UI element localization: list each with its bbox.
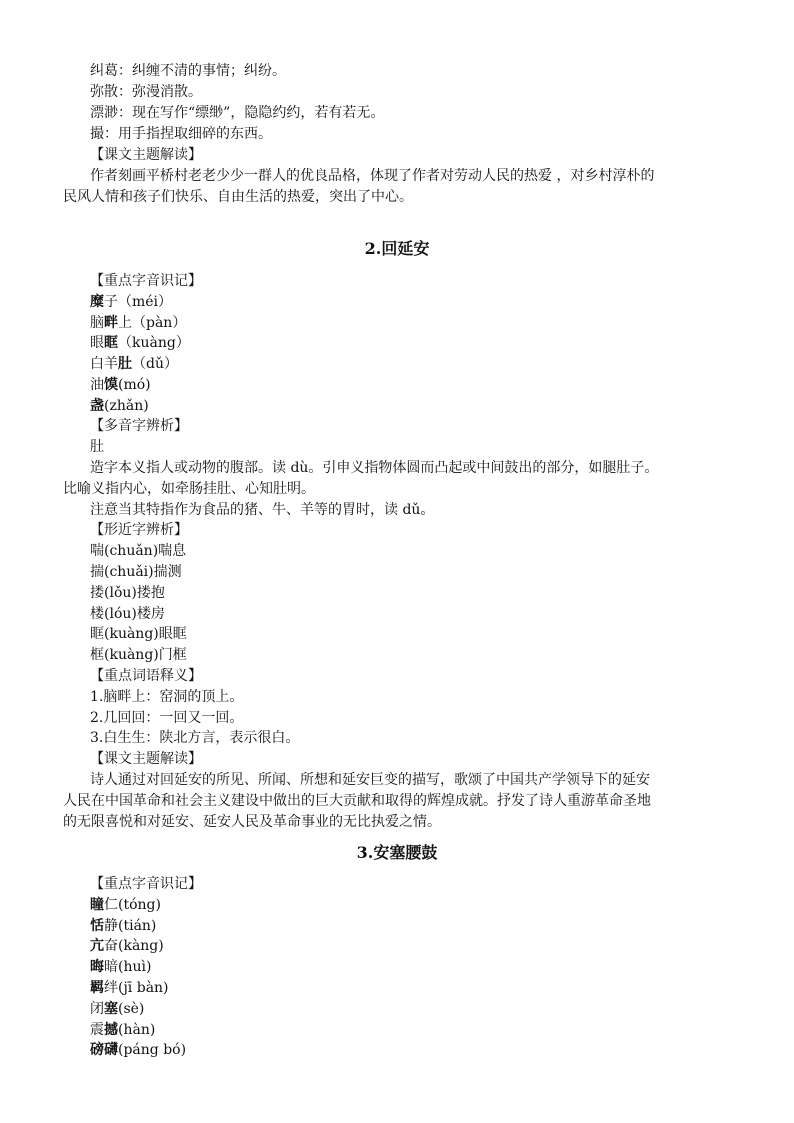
section-heading: 【课文主题解读】 (90, 751, 202, 767)
pronunciation-item: 糜子（méi） (90, 294, 173, 310)
pronunciation-item: 亢奋(kàng) (90, 938, 164, 954)
shape-item: 揣(chuǎi)揣测 (90, 564, 182, 580)
polyphone-paragraph: 造字本义指人或动物的腹部。读 dù。引申义指物体圆而凸起或中间鼓出的部分，如腿肚子。 (90, 460, 659, 476)
vocab-line: 撮：用手指捏取细碎的东西。 (90, 126, 272, 142)
vocab-line: 纠葛：纠缠不清的事情；纠纷。 (90, 63, 286, 79)
section-heading: 【多音字辨析】 (90, 418, 188, 434)
pronunciation-item: 盏(zhǎn) (90, 398, 149, 414)
theme-paragraph: 诗人通过对回延安的所见、所闻、所想和延安巨变的描写，歌颂了中国共产学领导下的延安 (90, 772, 650, 788)
vocab-item: 3.白生生：陕北方言，表示很白。 (90, 730, 300, 746)
shape-item: 喘(chuǎn)喘息 (90, 543, 187, 559)
summary-paragraph: 作者刻画平桥村老老少少一群人的优良品格，体现了作者对劳动人民的热爱 ，对乡村淳朴的 (90, 168, 655, 184)
theme-paragraph-cont: 的无限喜悦和对延安、延安人民及革命事业的无比执爱之情。 (63, 814, 441, 830)
section-heading: 【重点词语释义】 (90, 668, 202, 684)
polyphone-paragraph-cont: 比喻义指内心，如牵肠挂肚、心知肚明。 (63, 481, 315, 497)
polyphone-note: 注意当其特指作为食品的猪、牛、羊等的胃时，读 dǔ。 (90, 502, 435, 518)
section-heading: 【重点字音识记】 (90, 273, 202, 289)
section-heading: 【课文主题解读】 (90, 147, 202, 163)
pronunciation-item: 晦暗(huì) (90, 959, 152, 975)
pronunciation-item: 油馍(mó) (90, 377, 151, 393)
vocab-line: 漂渺：现在写作“缥缈”，隐隐约约，若有若无。 (90, 105, 385, 121)
pronunciation-item: 恬静(tián) (90, 918, 157, 934)
vocab-item: 2.几回回：一回又一回。 (90, 710, 244, 726)
summary-paragraph-cont: 民风人情和孩子们快乐、自由生活的热爱，突出了中心。 (63, 189, 413, 205)
pronunciation-item: 羁绊(jī bàn) (90, 980, 169, 996)
vocab-item: 1.脑畔上：窑洞的顶上。 (90, 689, 244, 705)
pronunciation-item: 闭塞(sè) (90, 1001, 145, 1017)
polyphone-char: 肚 (90, 439, 104, 455)
section-heading: 【形近字辨析】 (90, 522, 188, 538)
pronunciation-item: 震撼(hàn) (90, 1022, 156, 1038)
section-heading: 【重点字音识记】 (90, 876, 202, 892)
lesson-title: 2.回延安 (364, 239, 430, 258)
shape-item: 眶(kuàng)眼眶 (90, 626, 187, 642)
pronunciation-item: 磅礴(páng bó) (90, 1042, 187, 1058)
shape-item: 楼(lóu)楼房 (90, 606, 165, 622)
vocab-line: 弥散：弥漫消散。 (90, 84, 202, 100)
theme-paragraph-cont: 人民在中国革命和社会主义建设中做出的巨大贡献和取得的辉煌成就。抒发了诗人重游革命圣地 (63, 793, 651, 809)
pronunciation-item: 瞳仁(tóng) (90, 897, 161, 913)
shape-item: 框(kuàng)门框 (90, 647, 187, 663)
pronunciation-item: 眼眶（kuàng） (90, 335, 190, 351)
lesson-title: 3.安塞腰鼓 (356, 843, 438, 862)
pronunciation-item: 脑畔上（pàn） (90, 315, 187, 331)
shape-item: 搂(lǒu)搂抱 (90, 585, 165, 601)
pronunciation-item: 白羊肚（dǔ） (90, 356, 178, 372)
